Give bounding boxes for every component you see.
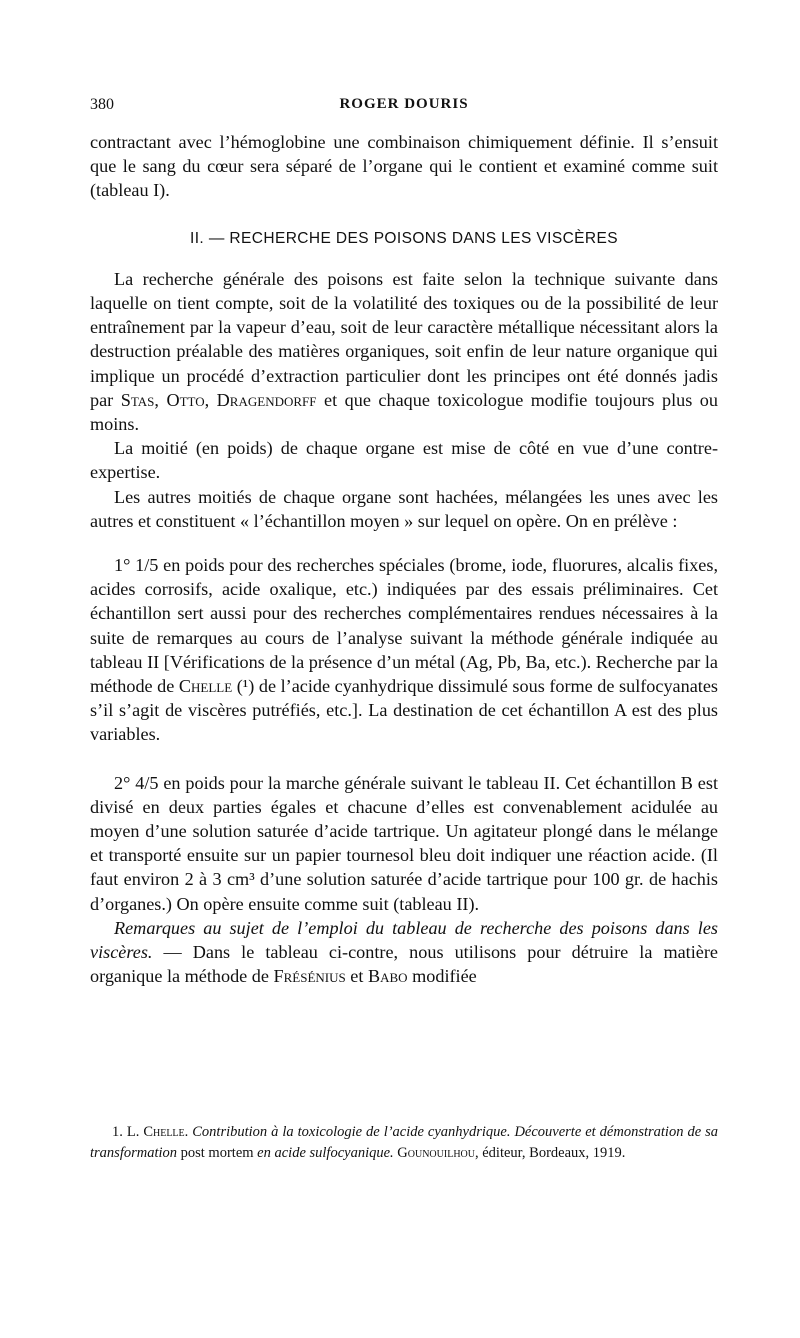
author-name-fresenius: Frésénius xyxy=(273,966,346,987)
footnote-title-continued: en acide sulfocyanique. xyxy=(257,1145,394,1161)
paragraph-item-1 xyxy=(90,553,718,747)
paragraph-sample: Les autres moitiés de chaque organe sont hachées, mélangées les unes avec les autres et constituent « l’échantillon moyen » sur lequel on opère. On en prélève : xyxy=(90,486,718,531)
text-run: post mortem xyxy=(177,1145,258,1161)
paragraph-continuation: contractant avec l’hémoglobine une combinaison chimiquement définie. Il s’ensuit que le sang du cœur sera séparé de l’organe qui le contient et examiné comme suit (tableau I). xyxy=(90,132,718,201)
page-header xyxy=(90,96,718,122)
author-name-stas: Stas xyxy=(120,389,155,410)
running-head: ROGER DOURIS xyxy=(339,96,469,112)
text-run: , xyxy=(154,389,167,410)
section-heading: II. — RECHERCHE DES POISONS DANS LES VISCÈRES xyxy=(190,229,618,247)
text-run: . xyxy=(184,1124,193,1140)
paragraph-half-set-aside: La moitié (en poids) de chaque organe est mise de côté en vue d’une contre-expertise. xyxy=(90,438,718,483)
author-name-babo: Babo xyxy=(367,966,408,987)
paragraph-general-search xyxy=(90,267,718,436)
text-run: 1° 1/5 en poids pour des recherches spéciales (brome, iode, fluorures, alcalis fixes, acides corrosifs, acide oxalique, etc.) indiquées par des essais préliminaires. Cet échantillon sert aussi pour des recherches complémentaires rendues nécessaires à la suite de remarques au cours de l’analyse suivant la méthode générale indiquée au tableau II [Vérifications de la présence d’un métal (Ag, Pb, Ba, etc.). Recherche par la méthode de xyxy=(90,555,718,697)
author-name-dragendorff: Dragendorff xyxy=(216,389,317,410)
paragraph-remarks xyxy=(90,916,718,989)
remarks-title: Remarques au sujet de l’emploi du tableau de recherche des poisons dans les viscères. xyxy=(90,917,718,963)
footnote xyxy=(90,1122,718,1164)
footnote-number: 1. L. xyxy=(112,1124,144,1140)
main-text xyxy=(90,130,718,989)
text-run: — Dans le tableau ci-contre, nous utilisons pour détruire la matière organique la méthode de xyxy=(90,942,718,987)
text-run: , xyxy=(204,389,217,410)
text-run: , éditeur, Bordeaux, 1919. xyxy=(474,1145,626,1161)
author-name-otto: Otto xyxy=(166,389,205,410)
text-run: La recherche générale des poisons est faite selon la technique suivante dans laquelle on tient compte, soit de la volatilité des toxiques ou de la possibilité de leur entraînement par la vapeur d’eau, soit de leur caractère métallique nécessitant alors la destruction préalable des matières organiques, soit enfin de leur nature organique qui implique un procédé d’extraction particulier dont les principes ont été donnés jadis par xyxy=(90,268,718,410)
text-run: de l’acide cyanhydrique dissimulé sous forme de sulfocyanates s’il s’agit de viscères putréfiés, etc.]. La destination de cet échantillon A est des plus variables. xyxy=(90,676,719,745)
text-run: et xyxy=(345,966,368,987)
footnote-author: Chelle xyxy=(143,1124,185,1140)
author-name-chelle: Chelle xyxy=(178,676,233,697)
page-number: 380 xyxy=(90,96,114,113)
footnote-publisher: Gounouilhou xyxy=(397,1145,475,1161)
paragraph-item-2: 2° 4/5 en poids pour la marche générale suivant le tableau II. Cet échantillon B est divisé en deux parties égales et chacune d’elles est convenablement acidulée au moyen d’une solution saturée d’acide tartrique. Un agitateur plongé dans le mélange et transporté ensuite sur un papier tournesol bleu doit indiquer une réaction acide. (Il faut environ 2 à 3 cm³ d’une solution saturée d’acide tartrique pour 100 gr. de hachis d’organes.) On opère ensuite comme suit (tableau II). xyxy=(90,772,718,914)
footnote-title: Contribution à la toxicologie de l’acide cyanhydrique. Découverte et démonstration de sa transformation xyxy=(90,1124,718,1161)
text-run: et que chaque toxicologue modifie toujours plus ou moins. xyxy=(90,389,718,435)
footnote-reference: (¹) xyxy=(232,676,255,697)
text-run: modifiée xyxy=(407,966,477,987)
